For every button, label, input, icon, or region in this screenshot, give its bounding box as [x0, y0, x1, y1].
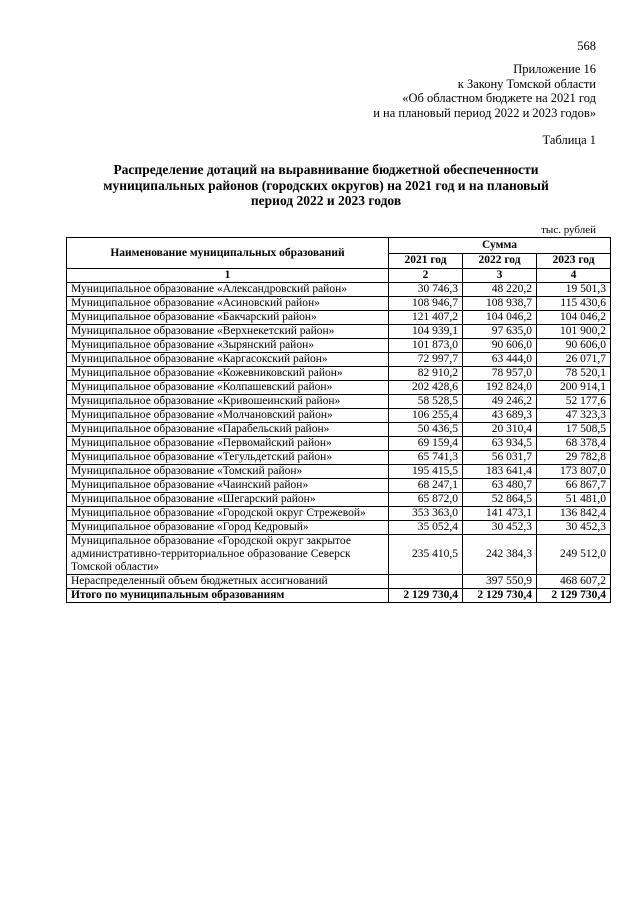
table-reference: Таблица 1 — [542, 133, 596, 147]
municipality-name: Муниципальное образование «Парабельский район» — [67, 423, 389, 437]
table-row — [67, 325, 611, 339]
table-row — [67, 367, 611, 381]
value-2023: 66 867,7 — [537, 479, 611, 493]
municipality-name: Муниципальное образование «Томский район» — [67, 465, 389, 479]
value-2021: 65 872,0 — [389, 493, 463, 507]
table-row — [67, 493, 611, 507]
value-2022: 108 938,7 — [463, 297, 537, 311]
value-2023: 200 914,1 — [537, 381, 611, 395]
total-2023: 2 129 730,4 — [537, 589, 611, 603]
value-2023: 78 520,1 — [537, 367, 611, 381]
value-2021: 58 528,5 — [389, 395, 463, 409]
value-2021: 82 910,2 — [389, 367, 463, 381]
appendix-header — [373, 62, 596, 120]
table-row — [67, 575, 611, 589]
table-row — [67, 353, 611, 367]
municipality-name: Муниципальное образование «Кривошеинский район» — [67, 395, 389, 409]
units-label: тыс. рублей — [541, 224, 596, 236]
page-number: 568 — [577, 39, 596, 53]
municipality-name: Муниципальное образование «Городской округ Стрежевой» — [67, 507, 389, 521]
value-2023: 104 046,2 — [537, 311, 611, 325]
value-2023: 68 378,4 — [537, 437, 611, 451]
table-row — [67, 409, 611, 423]
title-line: период 2022 и 2023 годов — [250, 193, 402, 208]
col-number: 1 — [67, 269, 389, 283]
value-2023: 51 481,0 — [537, 493, 611, 507]
municipality-name: Муниципальное образование «Асиновский район» — [67, 297, 389, 311]
table-row — [67, 283, 611, 297]
value-2021: 235 410,5 — [389, 535, 463, 575]
subsidy-table — [66, 237, 611, 603]
total-row — [67, 589, 611, 603]
value-2021: 68 247,1 — [389, 479, 463, 493]
value-2023: 136 842,4 — [537, 507, 611, 521]
municipality-name: Муниципальное образование «Городской округ закрытое административно-территориальное образование Северск Томской области» — [67, 535, 389, 575]
value-2021: 202 428,6 — [389, 381, 463, 395]
value-2022: 192 824,0 — [463, 381, 537, 395]
value-2022: 78 957,0 — [463, 367, 537, 381]
value-2023: 30 452,3 — [537, 521, 611, 535]
municipality-name: Муниципальное образование «Первомайский район» — [67, 437, 389, 451]
municipality-name: Муниципальное образование «Верхнекетский район» — [67, 325, 389, 339]
col-number: 4 — [537, 269, 611, 283]
value-2021: 121 407,2 — [389, 311, 463, 325]
value-2021: 195 415,5 — [389, 465, 463, 479]
value-2021: 104 939,1 — [389, 325, 463, 339]
value-2021 — [389, 575, 463, 589]
value-2023: 47 323,3 — [537, 409, 611, 423]
value-2022: 242 384,3 — [463, 535, 537, 575]
value-2021: 50 436,5 — [389, 423, 463, 437]
municipality-name: Нераспределенный объем бюджетных ассигнований — [67, 575, 389, 589]
total-2021: 2 129 730,4 — [389, 589, 463, 603]
value-2023: 29 782,8 — [537, 451, 611, 465]
appendix-line: «Об областном бюджете на 2021 год — [402, 91, 596, 105]
value-2022: 49 246,2 — [463, 395, 537, 409]
value-2021: 65 741,3 — [389, 451, 463, 465]
table-row — [67, 297, 611, 311]
table-row — [67, 507, 611, 521]
value-2022: 56 031,7 — [463, 451, 537, 465]
document-title — [66, 162, 586, 209]
appendix-line: Приложение 16 — [513, 62, 596, 76]
municipality-name: Муниципальное образование «Чаинский район» — [67, 479, 389, 493]
value-2022: 20 310,4 — [463, 423, 537, 437]
appendix-line: к Закону Томской области — [457, 76, 596, 91]
value-2022: 63 480,7 — [463, 479, 537, 493]
value-2023: 26 071,7 — [537, 353, 611, 367]
title-line: Распределение дотаций на выравнивание бюджетной обеспеченности — [113, 162, 539, 177]
value-2021: 353 363,0 — [389, 507, 463, 521]
header-sum: Сумма — [389, 238, 611, 254]
value-2021: 101 873,0 — [389, 339, 463, 353]
value-2023: 115 430,6 — [537, 297, 611, 311]
value-2021: 35 052,4 — [389, 521, 463, 535]
value-2022: 52 864,5 — [463, 493, 537, 507]
header-year-2023: 2023 год — [537, 253, 611, 269]
municipality-name: Муниципальное образование «Бакчарский район» — [67, 311, 389, 325]
value-2022: 97 635,0 — [463, 325, 537, 339]
total-label: Итого по муниципальным образованиям — [67, 589, 389, 603]
value-2023: 468 607,2 — [537, 575, 611, 589]
table-row — [67, 451, 611, 465]
total-2022: 2 129 730,4 — [463, 589, 537, 603]
value-2023: 52 177,6 — [537, 395, 611, 409]
municipality-name: Муниципальное образование «Зырянский район» — [67, 339, 389, 353]
table-row — [67, 339, 611, 353]
value-2021: 108 946,7 — [389, 297, 463, 311]
value-2023: 19 501,3 — [537, 283, 611, 297]
municipality-name: Муниципальное образование «Город Кедровый» — [67, 521, 389, 535]
value-2022: 48 220,2 — [463, 283, 537, 297]
table-row — [67, 311, 611, 325]
municipality-name: Муниципальное образование «Колпашевский район» — [67, 381, 389, 395]
value-2022: 30 452,3 — [463, 521, 537, 535]
value-2022: 141 473,1 — [463, 507, 537, 521]
municipality-name: Муниципальное образование «Каргасокский район» — [67, 353, 389, 367]
municipality-name: Муниципальное образование «Александровский район» — [67, 283, 389, 297]
value-2022: 104 046,2 — [463, 311, 537, 325]
header-year-2021: 2021 год — [389, 253, 463, 269]
header-year-2022: 2022 год — [463, 253, 537, 269]
table-row — [67, 437, 611, 451]
value-2023: 249 512,0 — [537, 535, 611, 575]
municipality-name: Муниципальное образование «Кожевниковский район» — [67, 367, 389, 381]
value-2021: 106 255,4 — [389, 409, 463, 423]
value-2021: 69 159,4 — [389, 437, 463, 451]
value-2023: 101 900,2 — [537, 325, 611, 339]
table-row — [67, 381, 611, 395]
value-2023: 17 508,5 — [537, 423, 611, 437]
table-row — [67, 535, 611, 575]
value-2022: 90 606,0 — [463, 339, 537, 353]
value-2022: 63 444,0 — [463, 353, 537, 367]
value-2023: 90 606,0 — [537, 339, 611, 353]
value-2022: 397 550,9 — [463, 575, 537, 589]
value-2022: 63 934,5 — [463, 437, 537, 451]
table-row — [67, 465, 611, 479]
value-2023: 173 807,0 — [537, 465, 611, 479]
value-2022: 43 689,3 — [463, 409, 537, 423]
municipality-name: Муниципальное образование «Шегарский район» — [67, 493, 389, 507]
appendix-line: и на плановый период 2022 и 2023 годов» — [373, 105, 596, 120]
title-line: муниципальных районов (городских округов) на 2021 год и на плановый — [103, 177, 549, 193]
table-body — [67, 283, 611, 589]
value-2021: 72 997,7 — [389, 353, 463, 367]
value-2021: 30 746,3 — [389, 283, 463, 297]
municipality-name: Муниципальное образование «Тегульдетский район» — [67, 451, 389, 465]
municipality-name: Муниципальное образование «Молчановский район» — [67, 409, 389, 423]
col-number: 2 — [389, 269, 463, 283]
table-row — [67, 479, 611, 493]
table-row — [67, 395, 611, 409]
table-row — [67, 521, 611, 535]
value-2022: 183 641,4 — [463, 465, 537, 479]
col-number: 3 — [463, 269, 537, 283]
header-name: Наименование муниципальных образований — [67, 238, 389, 269]
table-row — [67, 423, 611, 437]
